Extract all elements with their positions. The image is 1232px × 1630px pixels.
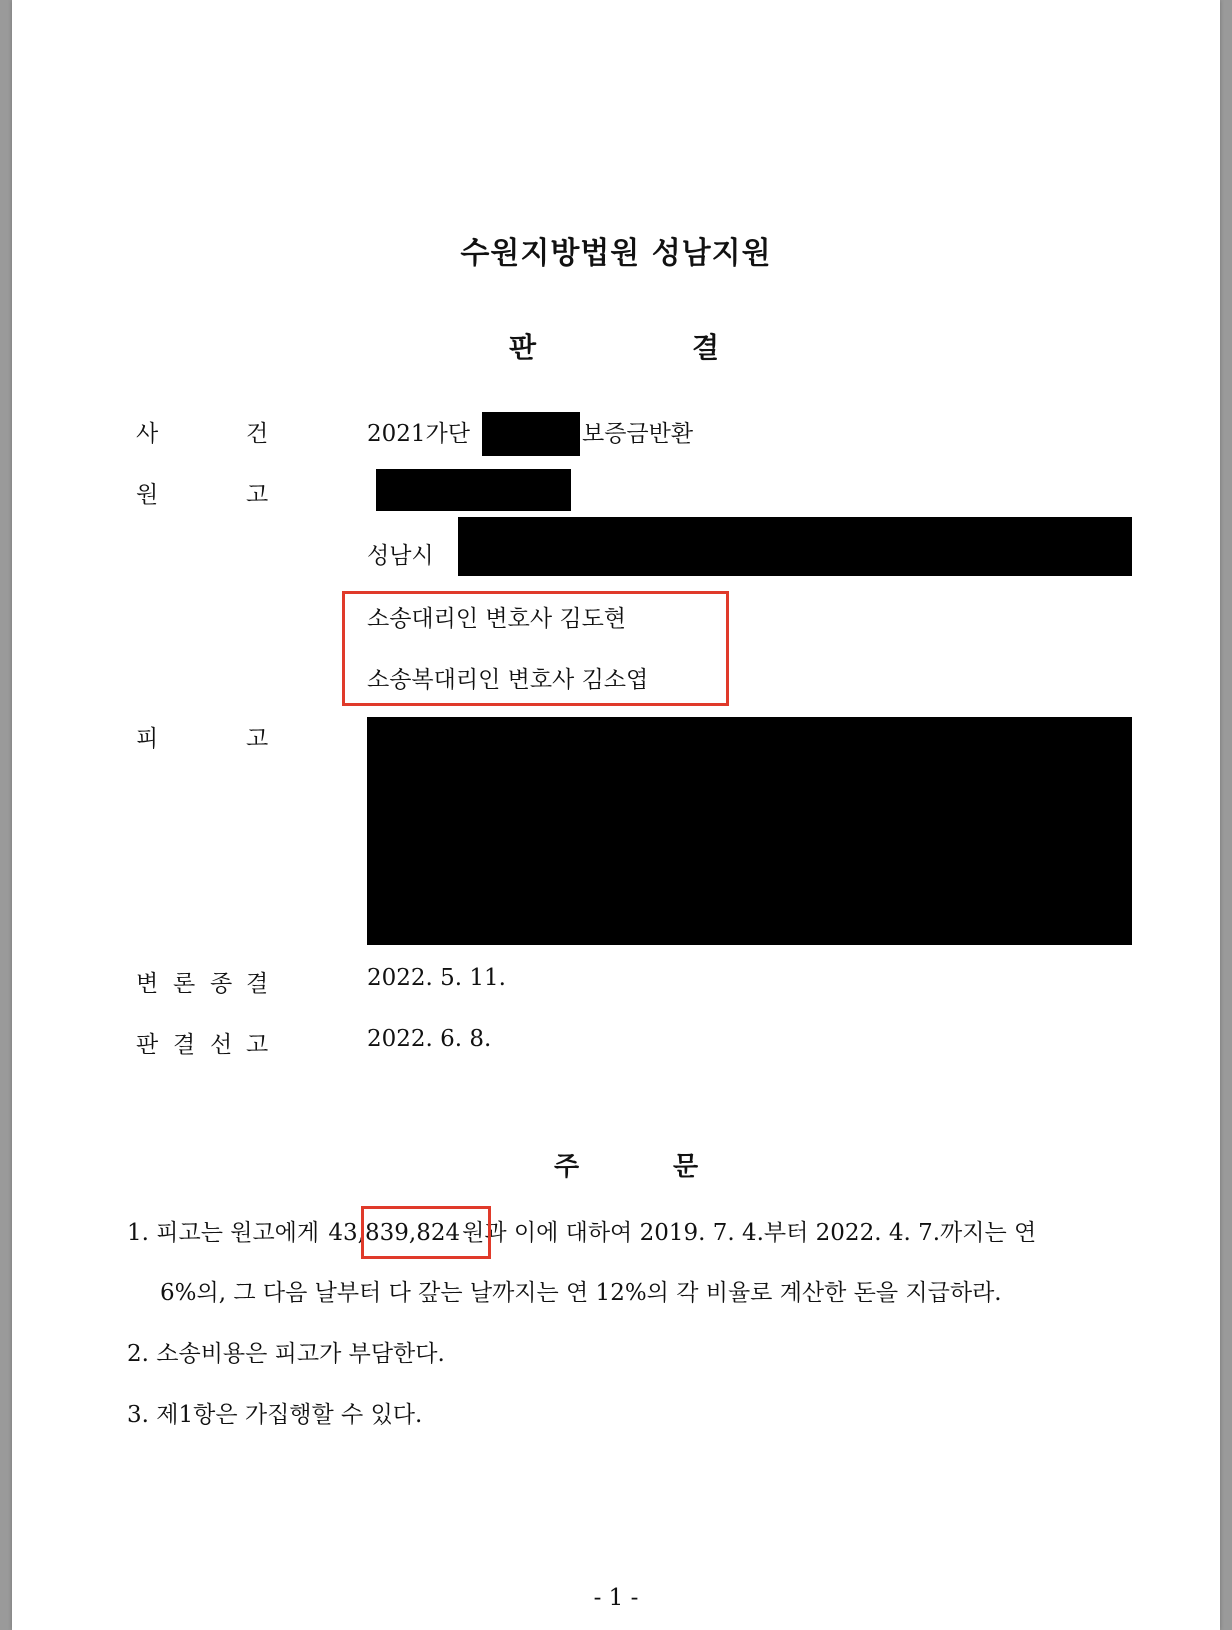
order-item-2: 2. 소송비용은 피고가 부담한다.: [127, 1341, 445, 1367]
amount-highlight-box: [361, 1206, 491, 1259]
closing-argument-date: 2022. 5. 11.: [367, 965, 506, 991]
defendant-label: [124, 720, 269, 752]
closing-label-char-4: 결: [246, 971, 269, 997]
case-type: 보증금반환: [582, 421, 694, 447]
order-heading-char-2: 문: [673, 1152, 699, 1182]
document-page: [12, 0, 1220, 1630]
title-char-1: 판: [509, 331, 537, 364]
closing-label-char-1: 변: [136, 971, 159, 997]
defendant-label-char-2: 고: [246, 726, 269, 752]
plaintiff-attorney: 소송대리인 변호사 김도현: [367, 606, 627, 632]
plaintiff-address-prefix: 성남시: [367, 543, 434, 569]
closing-argument-label: [124, 965, 269, 997]
case-label-char-1: 사: [136, 421, 159, 447]
redaction-case-number: [482, 412, 580, 456]
closing-label-char-3: 종: [210, 971, 233, 997]
order-item-3: 3. 제1항은 가집행할 수 있다.: [127, 1402, 423, 1428]
plaintiff-sub-attorney: 소송복대리인 변호사 김소엽: [367, 667, 649, 693]
title-char-2: 결: [692, 331, 720, 364]
order-heading-char-1: 주: [554, 1152, 580, 1182]
order-item-1-line-1: [127, 1214, 1117, 1247]
judgment-date: 2022. 6. 8.: [367, 1026, 492, 1052]
case-label-char-2: 건: [246, 421, 269, 447]
order-item-1-amount-text: 43,839,824: [328, 1220, 461, 1246]
case-number-prefix: 2021가단: [367, 421, 470, 447]
plaintiff-label-char-2: 고: [246, 482, 269, 508]
case-label: [124, 415, 269, 447]
order-item-1-line-2: 6%의, 그 다음 날부터 다 갚는 날까지는 연 12%의 각 비율로 계산한 돈을 지급하라.: [160, 1280, 1002, 1306]
defendant-label-char-1: 피: [136, 726, 159, 752]
judgment-label-char-1: 판: [136, 1032, 159, 1058]
judgment-label-char-2: 결: [173, 1032, 196, 1058]
counsel-highlight-box: [342, 591, 729, 706]
judgment-label-char-3: 선: [210, 1032, 233, 1058]
page-number: - 1 -: [593, 1585, 639, 1611]
judgment-label-char-4: 고: [246, 1032, 269, 1058]
redaction-defendant: [367, 717, 1132, 945]
court-name: 수원지방법원 성남지원: [460, 236, 772, 271]
closing-label-char-2: 론: [173, 971, 196, 997]
order-item-1-rest: 원과 이에 대하여 2019. 7. 4.부터 2022. 4. 7.까지는 연: [462, 1220, 1037, 1246]
plaintiff-label-char-1: 원: [136, 482, 159, 508]
redaction-plaintiff-address: [458, 517, 1132, 576]
judgment-date-label: [124, 1026, 269, 1058]
redaction-plaintiff-name: [376, 469, 571, 511]
order-item-1-prefix: 1. 피고는 원고에게: [127, 1220, 320, 1246]
plaintiff-label: [124, 476, 269, 508]
